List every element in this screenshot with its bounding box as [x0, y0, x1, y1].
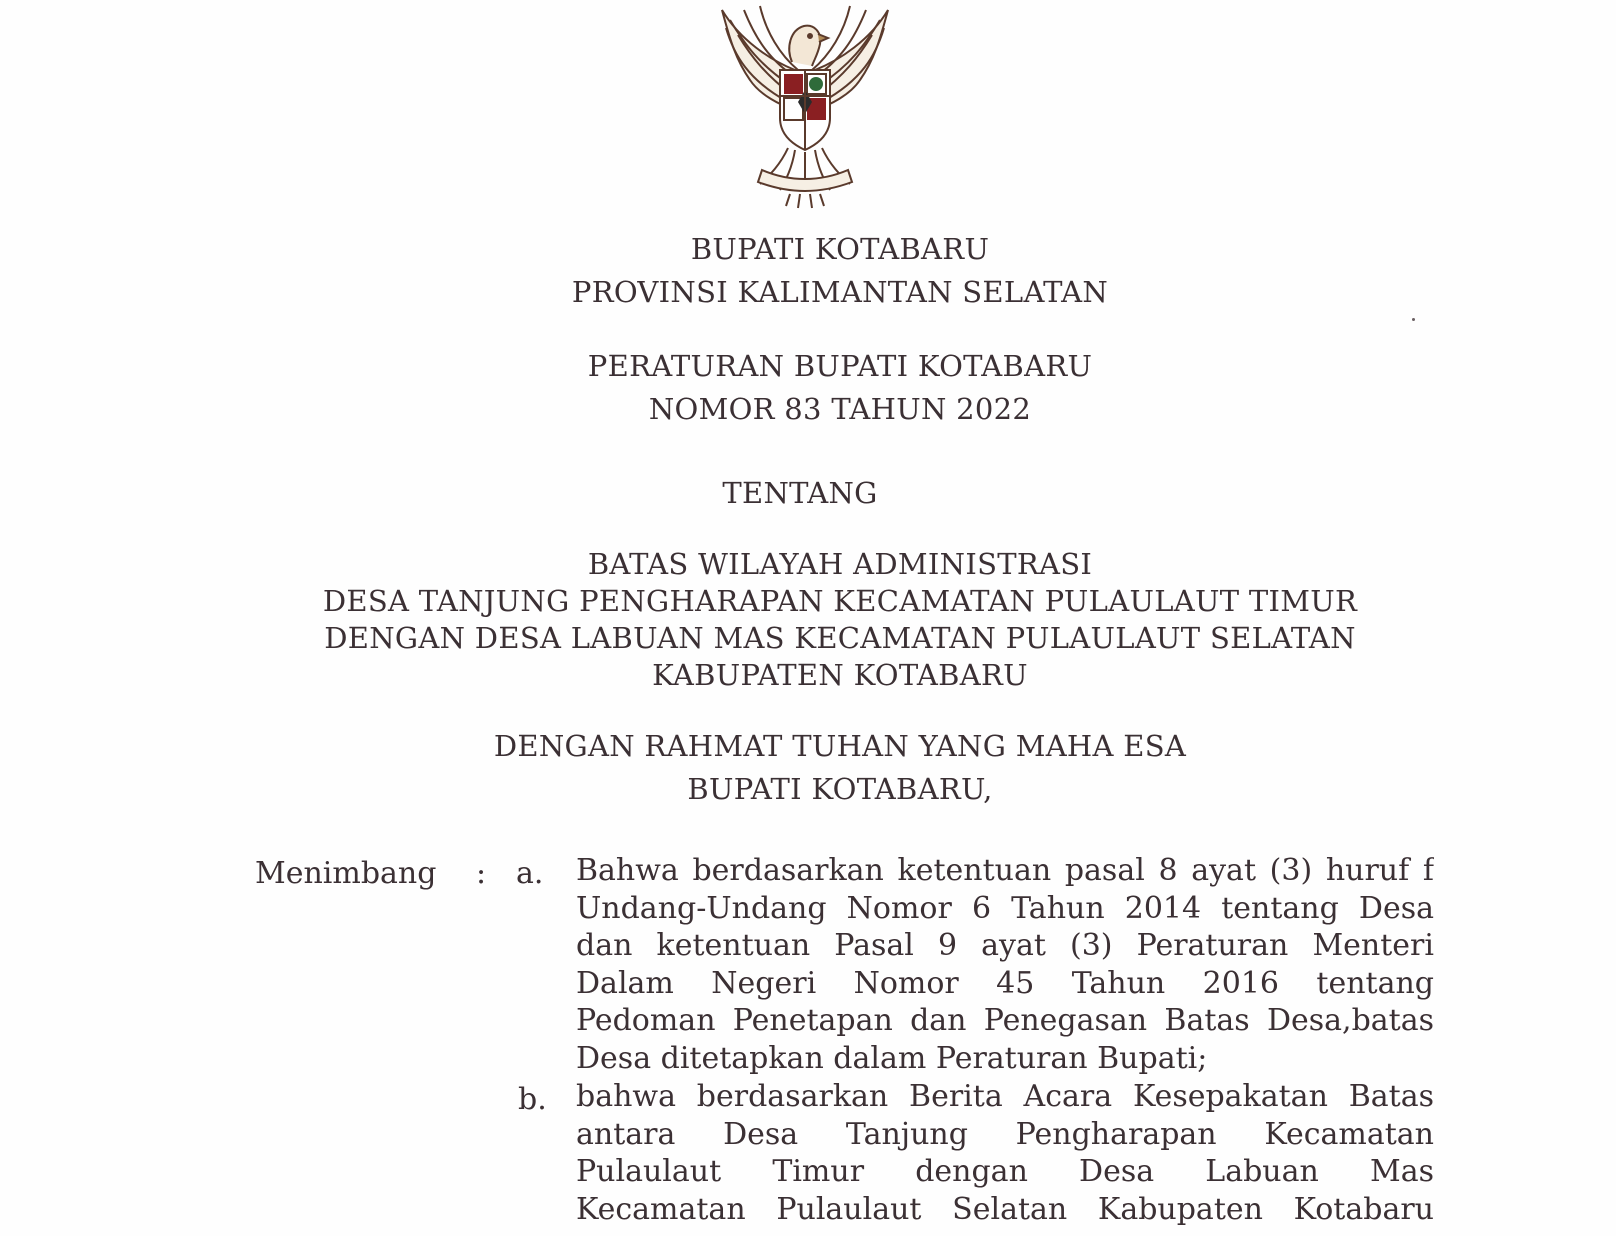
item-marker-a: a.: [516, 856, 544, 891]
item-a-line: Bahwa berdasarkan ketentuan pasal 8 ayat (3) huruf f: [576, 853, 1434, 888]
considering-item-a: [576, 852, 1434, 1077]
garuda-emblem-icon: [700, 0, 910, 214]
regulation-title: PERATURAN BUPATI KOTABARU: [587, 349, 1093, 383]
issuer-title: BUPATI KOTABARU: [690, 232, 990, 266]
item-b-line: antara Desa Tanjung Pengharapan Kecamatan: [576, 1116, 1434, 1152]
invocation-line-2: BUPATI KOTABARU,: [687, 772, 993, 806]
item-b-line: bahwa berdasarkan Berita Acara Kesepakatan Batas: [576, 1079, 1434, 1114]
item-a-line: Pedoman Penetapan dan Penegasan Batas Desa,batas: [576, 1003, 1434, 1038]
item-a-line: Desa ditetapkan dalam Peraturan Bupati;: [576, 1040, 1208, 1076]
item-a-line: Dalam Negeri Nomor 45 Tahun 2016 tentang: [576, 965, 1434, 1001]
considering-colon: :: [476, 856, 487, 891]
item-b-line: Pulaulaut Timur dengan Desa Labuan Mas: [576, 1154, 1434, 1189]
item-marker-b: b.: [518, 1082, 547, 1117]
subject-line-3: DENGAN DESA LABUAN MAS KECAMATAN PULAULAUT SELATAN: [324, 621, 1356, 655]
subject-line-2: DESA TANJUNG PENGHARAPAN KECAMATAN PULAULAUT TIMUR: [322, 584, 1358, 618]
subject-line-4: KABUPATEN KOTABARU: [652, 658, 1028, 692]
considering-label: Menimbang: [255, 856, 437, 891]
issuer-province: PROVINSI KALIMANTAN SELATAN: [571, 275, 1109, 309]
item-a-line: Undang-Undang Nomor 6 Tahun 2014 tentang Desa: [576, 890, 1434, 926]
regulation-number: NOMOR 83 TAHUN 2022: [648, 392, 1032, 426]
about-label: TENTANG: [722, 476, 878, 510]
scan-speck: [1412, 318, 1415, 321]
invocation-line-1: DENGAN RAHMAT TUHAN YANG MAHA ESA: [493, 729, 1187, 763]
item-a-line: dan ketentuan Pasal 9 ayat (3) Peraturan Menteri: [576, 928, 1434, 963]
considering-item-b: [576, 1078, 1434, 1228]
subject-line-1: BATAS WILAYAH ADMINISTRASI: [587, 547, 1093, 581]
item-b-line: Kecamatan Pulaulaut Selatan Kabupaten Kotabaru: [576, 1191, 1434, 1227]
